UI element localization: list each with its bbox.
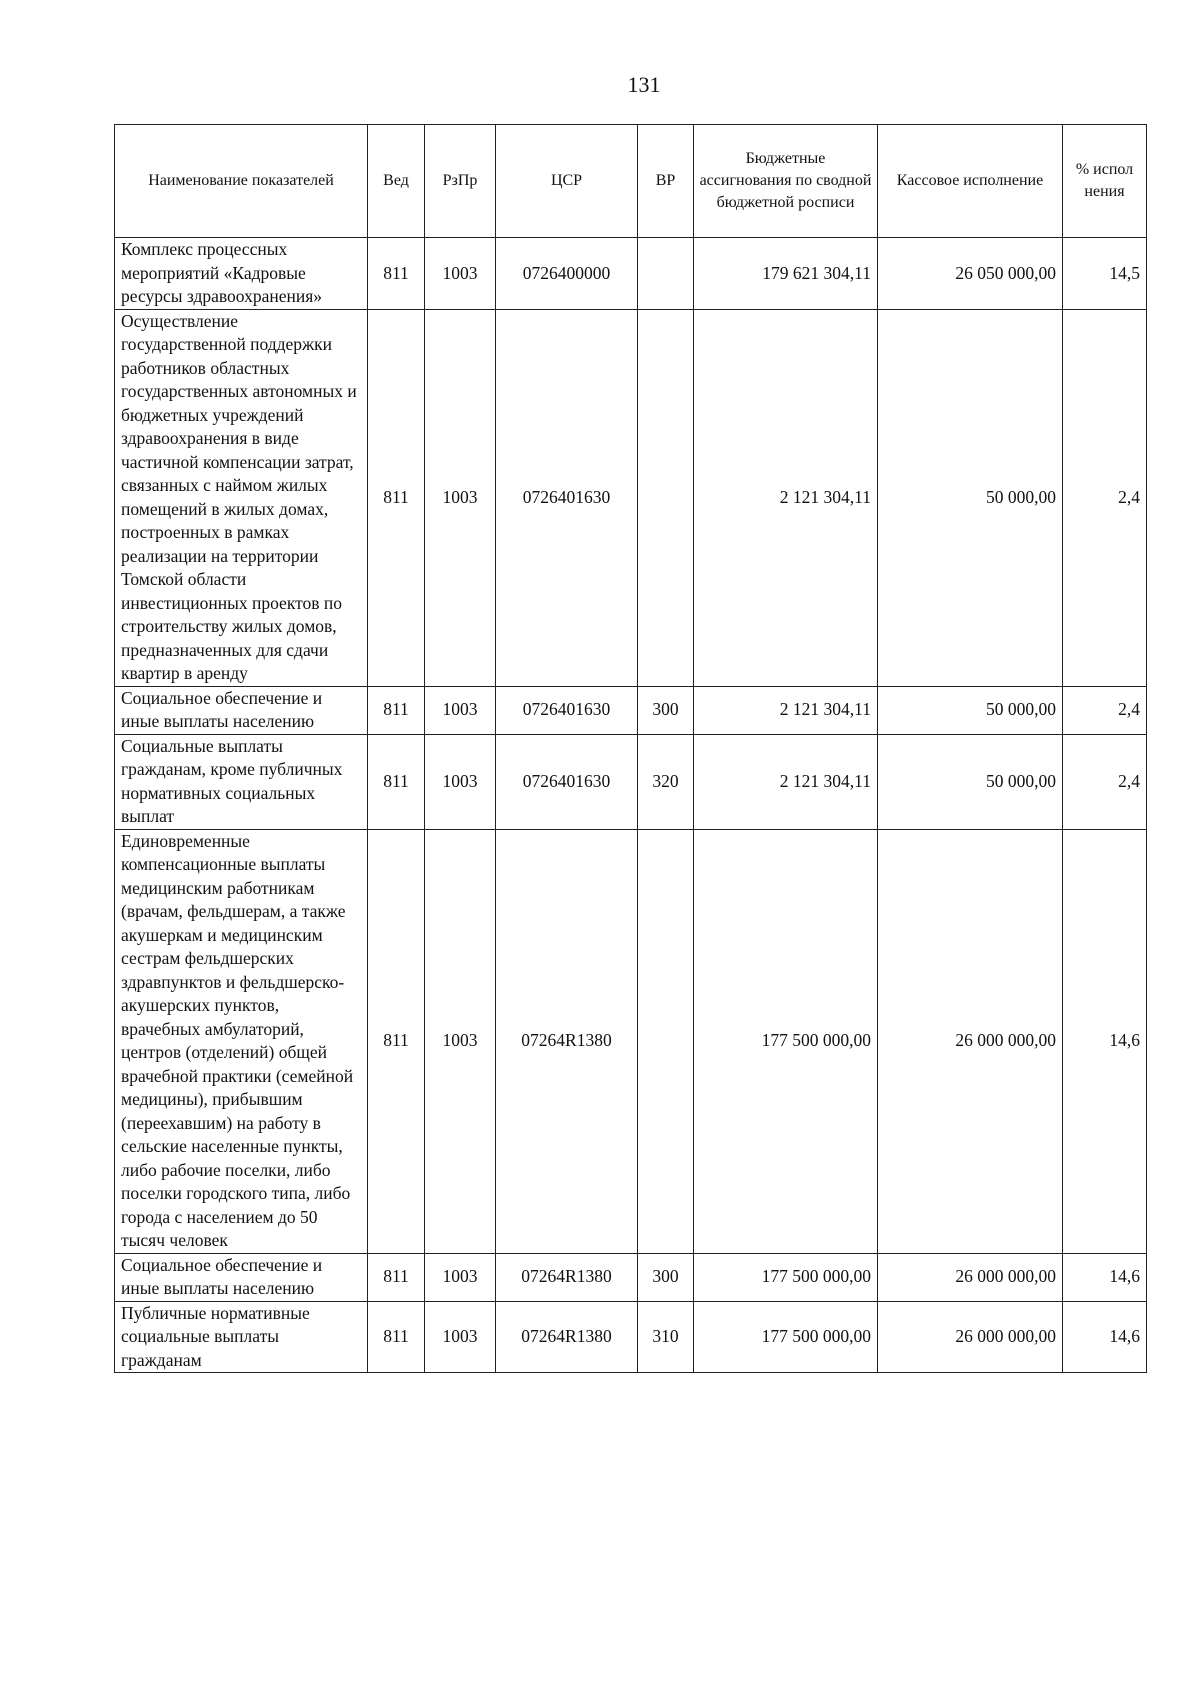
row-pct: 14,6: [1063, 1253, 1147, 1301]
row-vr: [638, 829, 694, 1253]
row-ved: 811: [368, 829, 425, 1253]
row-name: Социальное обеспечение и иные выплаты населению: [115, 1253, 368, 1301]
row-rzpr: 1003: [425, 1253, 496, 1301]
row-csr: 07264R1380: [496, 1253, 638, 1301]
budget-execution-table: [114, 124, 1147, 1373]
row-ved: 811: [368, 1253, 425, 1301]
row-budget: 177 500 000,00: [694, 829, 878, 1253]
row-cash: 26 000 000,00: [878, 829, 1063, 1253]
row-rzpr: 1003: [425, 829, 496, 1253]
row-cash: 50 000,00: [878, 309, 1063, 686]
row-cash: 26 000 000,00: [878, 1301, 1063, 1373]
row-pct: 2,4: [1063, 734, 1147, 829]
row-vr: 320: [638, 734, 694, 829]
row-cash: 50 000,00: [878, 734, 1063, 829]
header-cash: Кассовое исполнение: [878, 125, 1063, 238]
row-vr: [638, 309, 694, 686]
row-cash: 26 050 000,00: [878, 238, 1063, 310]
row-name: Публичные нормативные социальные выплаты гражданам: [115, 1301, 368, 1373]
table-row: [115, 829, 1147, 1253]
table-row: [115, 1253, 1147, 1301]
header-csr: ЦСР: [496, 125, 638, 238]
row-budget: 179 621 304,11: [694, 238, 878, 310]
header-pct: % испол нения: [1063, 125, 1147, 238]
header-name: Наименование показателей: [115, 125, 368, 238]
row-vr: [638, 238, 694, 310]
row-vr: 300: [638, 1253, 694, 1301]
row-pct: 14,6: [1063, 829, 1147, 1253]
row-name: Социальное обеспечение и иные выплаты населению: [115, 686, 368, 734]
row-budget: 2 121 304,11: [694, 734, 878, 829]
row-csr: 07264R1380: [496, 829, 638, 1253]
table-row: [115, 1301, 1147, 1373]
row-name: Социальные выплаты гражданам, кроме публичных нормативных социальных выплат: [115, 734, 368, 829]
table-row: [115, 686, 1147, 734]
row-name: Комплекс процессных мероприятий «Кадровые ресурсы здравоохранения»: [115, 238, 368, 310]
row-ved: 811: [368, 686, 425, 734]
row-ved: 811: [368, 238, 425, 310]
page-number: 131: [627, 72, 661, 97]
row-name: Единовременные компенсационные выплаты медицинским работникам (врачам, фельдшерам, а также акушеркам и медицинским сестрам фельдшерских здравпунктов и фельдшерско-акушерских пунктов, врачебных амбулаторий, центров (отделений) общей врачебной практики (семейной медицины), прибывшим (переехавшим) на работу в сельские населенные пункты, либо рабочие поселки, либо поселки городского типа, либо города с населением до 50 тысяч человек: [115, 829, 368, 1253]
row-csr: 0726401630: [496, 734, 638, 829]
row-rzpr: 1003: [425, 309, 496, 686]
row-ved: 811: [368, 1301, 425, 1373]
table-header-row: [115, 125, 1147, 238]
header-vr: ВР: [638, 125, 694, 238]
header-rzpr: РзПр: [425, 125, 496, 238]
row-cash: 50 000,00: [878, 686, 1063, 734]
row-rzpr: 1003: [425, 734, 496, 829]
row-rzpr: 1003: [425, 686, 496, 734]
table-row: [115, 238, 1147, 310]
row-csr: 0726400000: [496, 238, 638, 310]
row-pct: 2,4: [1063, 686, 1147, 734]
row-rzpr: 1003: [425, 1301, 496, 1373]
row-cash: 26 000 000,00: [878, 1253, 1063, 1301]
header-budget: Бюджетные ассигнования по сводной бюджетной росписи: [694, 125, 878, 238]
row-budget: 2 121 304,11: [694, 309, 878, 686]
row-budget: 2 121 304,11: [694, 686, 878, 734]
row-csr: 0726401630: [496, 686, 638, 734]
row-ved: 811: [368, 309, 425, 686]
row-name: Осуществление государственной поддержки работников областных государственных автономных и бюджетных учреждений здравоохранения в виде частичной компенсации затрат, связанных с наймом жилых помещений в жилых домах, построенных в рамках реализации на территории Томской области инвестиционных проектов по строительству жилых домов, предназначенных для сдачи квартир в аренду: [115, 309, 368, 686]
row-pct: 14,6: [1063, 1301, 1147, 1373]
table-row: [115, 309, 1147, 686]
row-vr: 300: [638, 686, 694, 734]
row-budget: 177 500 000,00: [694, 1253, 878, 1301]
table-row: [115, 734, 1147, 829]
row-csr: 0726401630: [496, 309, 638, 686]
row-vr: 310: [638, 1301, 694, 1373]
row-csr: 07264R1380: [496, 1301, 638, 1373]
header-ved: Вед: [368, 125, 425, 238]
row-pct: 2,4: [1063, 309, 1147, 686]
row-budget: 177 500 000,00: [694, 1301, 878, 1373]
row-rzpr: 1003: [425, 238, 496, 310]
row-ved: 811: [368, 734, 425, 829]
row-pct: 14,5: [1063, 238, 1147, 310]
